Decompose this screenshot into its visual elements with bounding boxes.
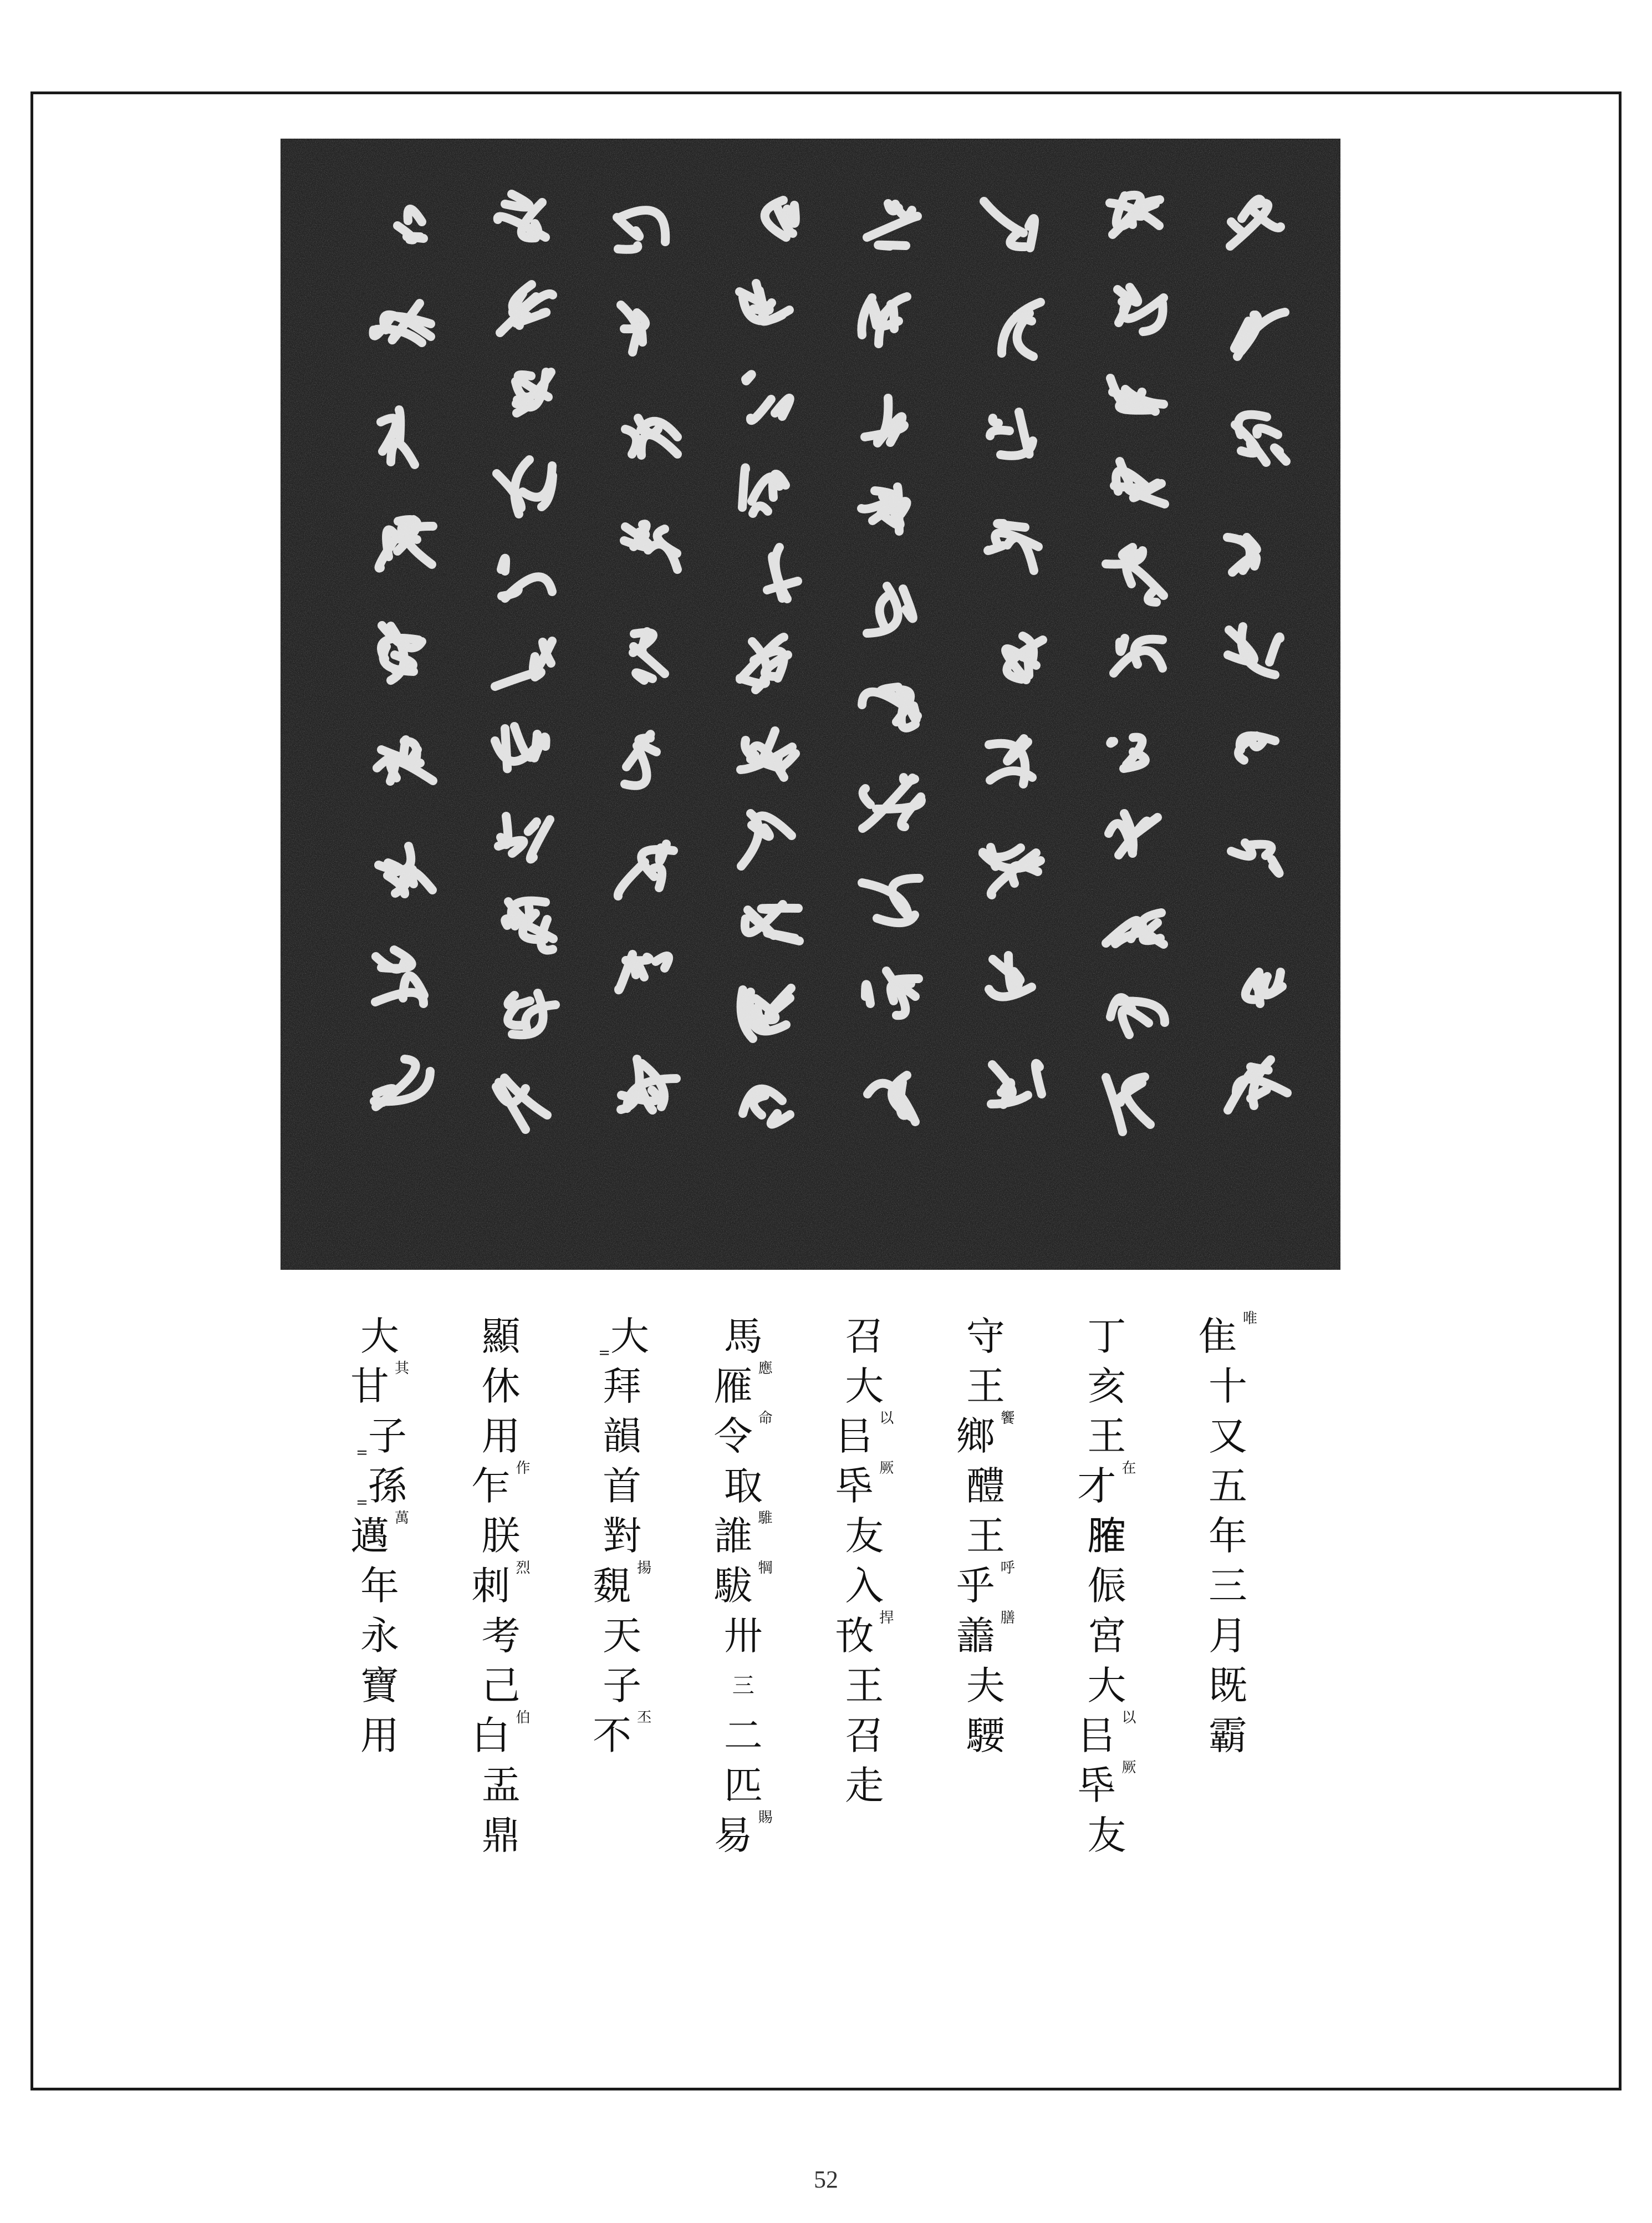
character: 王 — [1087, 1413, 1126, 1459]
character: 十 — [1208, 1364, 1247, 1409]
character: 顯 — [481, 1314, 521, 1359]
character-unit — [966, 1461, 1005, 1511]
character-unit — [603, 1511, 641, 1561]
character: 雁 — [713, 1364, 753, 1409]
character-unit — [835, 1411, 894, 1461]
character-unit — [482, 1361, 521, 1411]
character: 又 — [1208, 1413, 1247, 1459]
character-gloss: 應 — [758, 1360, 773, 1377]
character: 白 — [471, 1713, 511, 1758]
character-unit — [724, 1761, 763, 1810]
character-unit — [1087, 1810, 1126, 1860]
character-gloss: 命 — [758, 1410, 773, 1427]
character: 三 — [732, 1673, 754, 1698]
character: 鄉 — [956, 1413, 995, 1459]
character: 乎 — [956, 1563, 995, 1609]
transcription-columns — [333, 1311, 1275, 2032]
character-unit — [835, 1611, 894, 1661]
character: 王 — [845, 1663, 884, 1708]
repetition-mark: = — [598, 1345, 611, 1361]
character: 亥 — [1087, 1364, 1126, 1409]
repetition-mark: = — [356, 1444, 368, 1461]
character: 夫 — [966, 1663, 1005, 1708]
character: 既 — [1208, 1663, 1247, 1708]
repetition-mark: = — [356, 1494, 368, 1511]
character-unit — [593, 1711, 651, 1761]
character-gloss: 唯 — [1242, 1310, 1257, 1327]
character: 三 — [1208, 1563, 1247, 1609]
character: 卅 — [723, 1613, 763, 1659]
character-unit — [593, 1561, 651, 1611]
character: 王 — [966, 1513, 1005, 1559]
character-unit — [845, 1311, 884, 1361]
character: 甘 — [350, 1364, 389, 1409]
transcription-column — [696, 1311, 791, 2032]
character-gloss: 呼 — [1000, 1560, 1015, 1576]
character-unit — [603, 1361, 641, 1411]
character-unit — [966, 1311, 1005, 1361]
transcription-column — [817, 1311, 911, 2032]
transcription-column — [454, 1311, 548, 2032]
character-gloss: 在 — [1121, 1460, 1136, 1477]
character: 攼 — [835, 1613, 874, 1659]
character: 取 — [723, 1463, 763, 1509]
character-unit — [724, 1461, 763, 1511]
character: 子 — [603, 1663, 642, 1708]
character: 入 — [845, 1563, 884, 1609]
character: 刺 — [471, 1563, 511, 1609]
character: 醴 — [966, 1463, 1005, 1509]
character-unit — [1087, 1411, 1126, 1461]
character-gloss: 賜 — [758, 1809, 773, 1826]
character-unit — [1087, 1311, 1126, 1361]
character: 盂 — [481, 1763, 521, 1808]
character-unit — [1199, 1311, 1257, 1361]
character-unit — [1077, 1761, 1136, 1810]
character: 天 — [603, 1613, 642, 1659]
character-unit — [956, 1411, 1015, 1461]
character-unit — [360, 1561, 399, 1611]
character-unit — [724, 1611, 763, 1661]
character-unit — [1087, 1361, 1126, 1411]
character-gloss: 厥 — [1121, 1759, 1136, 1776]
transcription-column — [939, 1311, 1033, 2032]
character: 誰 — [713, 1513, 753, 1559]
character-unit — [845, 1361, 884, 1411]
character-unit — [1209, 1711, 1247, 1761]
character-unit — [956, 1611, 1015, 1661]
character-gloss: 作 — [516, 1460, 531, 1477]
transcription-column — [575, 1311, 669, 2032]
character-unit — [350, 1511, 409, 1561]
character-gloss: 饗 — [1000, 1410, 1015, 1427]
character-unit — [966, 1661, 1005, 1711]
character-gloss: 其 — [394, 1360, 409, 1377]
character-unit — [482, 1810, 521, 1860]
rubbing-texture — [281, 139, 1340, 1270]
character: 馬 — [723, 1314, 763, 1359]
character-unit — [472, 1561, 531, 1611]
character-gloss: 萬 — [394, 1510, 409, 1527]
character: 走 — [845, 1763, 884, 1808]
character-unit — [1087, 1611, 1126, 1661]
character: 召 — [845, 1314, 884, 1359]
character-unit — [1087, 1661, 1126, 1711]
character: 宮 — [1087, 1613, 1126, 1659]
character: 王 — [966, 1364, 1005, 1409]
character: 永 — [360, 1613, 399, 1659]
character: 首 — [603, 1463, 642, 1509]
character-unit — [724, 1311, 763, 1361]
character-unit — [845, 1761, 884, 1810]
character: 用 — [481, 1413, 521, 1459]
character: 大 — [610, 1314, 650, 1359]
character-unit — [845, 1661, 884, 1711]
character: 韻 — [603, 1413, 642, 1459]
character-unit — [482, 1661, 521, 1711]
character: 令 — [713, 1413, 753, 1459]
character: 友 — [1087, 1813, 1126, 1858]
character-unit — [472, 1711, 531, 1761]
character-unit — [603, 1611, 641, 1661]
character: 㠯 — [835, 1413, 874, 1459]
character-unit — [1209, 1461, 1247, 1511]
character: 隹 — [1198, 1314, 1237, 1359]
character-unit — [482, 1761, 521, 1810]
character-unit — [714, 1561, 773, 1611]
character: 覣 — [593, 1563, 632, 1609]
character: 孫 — [368, 1463, 407, 1509]
character-unit — [360, 1711, 399, 1761]
character: 易 — [713, 1813, 753, 1858]
character-unit — [482, 1511, 521, 1561]
character: 朕 — [481, 1513, 521, 1559]
character-gloss: 犅 — [758, 1560, 773, 1576]
character-unit — [966, 1511, 1005, 1561]
character-unit — [724, 1711, 763, 1761]
character: 𦞦 — [1087, 1513, 1126, 1559]
character: 不 — [593, 1713, 632, 1758]
character-unit — [966, 1711, 1005, 1761]
character-unit — [714, 1411, 773, 1461]
character-unit — [603, 1411, 641, 1461]
character-unit — [472, 1461, 531, 1511]
character: 大 — [360, 1314, 399, 1359]
character-gloss: 以 — [1121, 1710, 1136, 1726]
page-number: 52 — [814, 2166, 838, 2193]
transcription-column — [333, 1311, 427, 2032]
character-unit — [956, 1561, 1015, 1611]
character: 用 — [360, 1713, 399, 1758]
character-gloss: 厥 — [879, 1460, 894, 1477]
character: 鼎 — [481, 1813, 521, 1858]
character-gloss: 以 — [879, 1410, 894, 1427]
character-unit — [353, 1411, 407, 1461]
character: 友 — [845, 1513, 884, 1559]
inscription-rubbing-image — [281, 139, 1340, 1270]
character: 休 — [481, 1364, 521, 1409]
character-unit — [595, 1311, 649, 1361]
character-unit — [845, 1711, 884, 1761]
character: 拜 — [603, 1364, 642, 1409]
character-unit — [1087, 1561, 1126, 1611]
character-gloss: 丕 — [637, 1710, 652, 1726]
character: 大 — [845, 1364, 884, 1409]
character: 年 — [360, 1563, 399, 1609]
character-gloss: 揚 — [637, 1560, 652, 1576]
character-unit — [1209, 1511, 1247, 1561]
character: 丁 — [1087, 1314, 1126, 1359]
character: 年 — [1208, 1513, 1247, 1559]
character-unit — [1077, 1461, 1136, 1511]
character: 大 — [1087, 1663, 1126, 1708]
character: 匹 — [723, 1763, 763, 1808]
character: 考 — [481, 1613, 521, 1659]
character-unit — [350, 1361, 409, 1411]
character: 侲 — [1087, 1563, 1126, 1609]
character: 召 — [845, 1713, 884, 1758]
character: 䮂 — [713, 1563, 753, 1609]
character-gloss: 騅 — [758, 1510, 773, 1527]
character: 對 — [603, 1513, 642, 1559]
character-unit — [845, 1561, 884, 1611]
character-unit — [353, 1461, 407, 1511]
character: 守 — [966, 1314, 1005, 1359]
character: 子 — [368, 1413, 407, 1459]
character-unit — [714, 1361, 773, 1411]
character-unit — [732, 1661, 754, 1711]
character: 氒 — [1077, 1763, 1116, 1808]
character-unit — [1209, 1411, 1247, 1461]
character-gloss: 膳 — [1000, 1610, 1015, 1626]
character: 五 — [1208, 1463, 1247, 1509]
character: 寶 — [360, 1663, 399, 1708]
character: 氒 — [835, 1463, 874, 1509]
character-unit — [845, 1511, 884, 1561]
character-unit — [603, 1461, 641, 1511]
character: 邁 — [350, 1513, 389, 1559]
character-unit — [1209, 1661, 1247, 1711]
character: 譱 — [956, 1613, 995, 1659]
character-unit — [360, 1661, 399, 1711]
character-unit — [1087, 1511, 1126, 1561]
transcription-column — [1181, 1311, 1275, 2032]
character: 㠯 — [1077, 1713, 1116, 1758]
character-gloss: 伯 — [516, 1710, 531, 1726]
character-unit — [714, 1810, 773, 1860]
character-unit — [603, 1661, 641, 1711]
character: 騕 — [966, 1713, 1005, 1758]
character: 霸 — [1208, 1713, 1247, 1758]
character-unit — [482, 1311, 521, 1361]
character-unit — [835, 1461, 894, 1511]
character-gloss: 烈 — [516, 1560, 531, 1576]
character-unit — [360, 1311, 399, 1361]
character-unit — [1209, 1361, 1247, 1411]
character: 乍 — [471, 1463, 511, 1509]
character-unit — [360, 1611, 399, 1661]
character-unit — [714, 1511, 773, 1561]
character-unit — [966, 1361, 1005, 1411]
character-gloss: 捍 — [879, 1610, 894, 1626]
character-unit — [482, 1611, 521, 1661]
character-unit — [1077, 1711, 1136, 1761]
character-unit — [1209, 1561, 1247, 1611]
character: 二 — [723, 1713, 763, 1758]
character: 月 — [1208, 1613, 1247, 1659]
character-unit — [1209, 1611, 1247, 1661]
character: 己 — [481, 1663, 521, 1708]
character-unit — [482, 1411, 521, 1461]
character: 才 — [1077, 1463, 1116, 1509]
transcription-column — [1059, 1311, 1154, 2032]
